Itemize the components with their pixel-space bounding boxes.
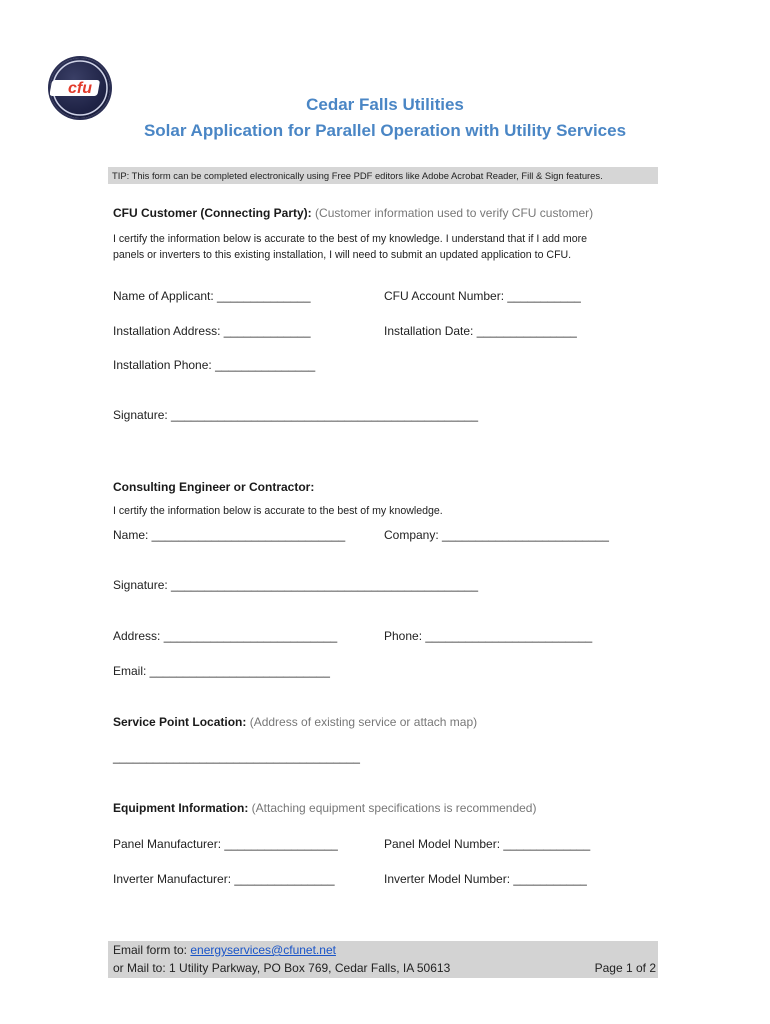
applicant-name-field[interactable]: Name of Applicant: ______________ xyxy=(113,289,311,303)
page-number: Page 1 of 2 xyxy=(594,961,656,975)
service-point-section-heading xyxy=(113,715,477,729)
service-point-field[interactable]: _____________________________________ xyxy=(113,750,360,764)
customer-certify-line-2: panels or inverters to this existing installation, I will need to submit an updated application to CFU. xyxy=(113,249,572,261)
contractor-email-field[interactable]: Email: ___________________________ xyxy=(113,664,330,678)
footer-email-line xyxy=(113,943,336,957)
customer-certify-line-1: I certify the information below is accurate to the best of my knowledge. I understand that if I add more xyxy=(113,233,588,245)
tip-banner: TIP: This form can be completed electronically using Free PDF editors like Adobe Acrobat Reader, Fill & Sign features. xyxy=(108,167,658,184)
inverter-model-field[interactable]: Inverter Model Number: ___________ xyxy=(384,872,587,886)
contractor-certify: I certify the information below is accurate to the best of my knowledge. xyxy=(113,505,443,517)
inverter-manufacturer-field[interactable]: Inverter Manufacturer: _______________ xyxy=(113,872,335,886)
cfu-logo-text: cfu xyxy=(68,80,92,97)
contractor-name-field[interactable]: Name: _____________________________ xyxy=(113,528,346,542)
account-number-field[interactable]: CFU Account Number: ___________ xyxy=(384,289,581,303)
equipment-heading: Equipment Information: xyxy=(113,801,249,815)
contractor-phone-field[interactable]: Phone: _________________________ xyxy=(384,629,593,643)
installation-phone-field[interactable]: Installation Phone: _______________ xyxy=(113,358,316,372)
customer-heading: CFU Customer (Connecting Party): xyxy=(113,206,312,220)
installation-address-field[interactable]: Installation Address: _____________ xyxy=(113,324,311,338)
page-footer xyxy=(108,941,658,978)
contractor-signature-field[interactable]: Signature: ______________________________________________ xyxy=(113,578,479,592)
panel-model-field[interactable]: Panel Model Number: _____________ xyxy=(384,837,591,851)
customer-signature-field[interactable]: Signature: ______________________________________________ xyxy=(113,408,479,422)
customer-note: (Customer information used to verify CFU customer) xyxy=(315,206,594,220)
installation-date-field[interactable]: Installation Date: _______________ xyxy=(384,324,577,338)
organization-name: Cedar Falls Utilities xyxy=(306,95,464,114)
contractor-address-field[interactable]: Address: __________________________ xyxy=(113,629,338,643)
footer-mail-address: or Mail to: 1 Utility Parkway, PO Box 769, Cedar Falls, IA 50613 xyxy=(113,961,451,975)
contractor-section-heading xyxy=(113,480,314,494)
equipment-section-heading xyxy=(113,801,536,815)
panel-manufacturer-field[interactable]: Panel Manufacturer: _________________ xyxy=(113,837,338,851)
contractor-company-field[interactable]: Company: _________________________ xyxy=(384,528,609,542)
service-point-note: (Address of existing service or attach map) xyxy=(249,715,478,729)
service-point-heading: Service Point Location: xyxy=(113,715,247,729)
footer-email-prefix: Email form to: xyxy=(113,943,191,957)
customer-section-heading xyxy=(113,206,593,220)
contractor-heading: Consulting Engineer or Contractor: xyxy=(113,480,315,494)
page-title: Solar Application for Parallel Operation with Utility Services xyxy=(143,121,627,140)
footer-email-link[interactable]: energyservices@cfunet.net xyxy=(190,943,336,957)
equipment-note: (Attaching equipment specifications is recommended) xyxy=(251,801,537,815)
